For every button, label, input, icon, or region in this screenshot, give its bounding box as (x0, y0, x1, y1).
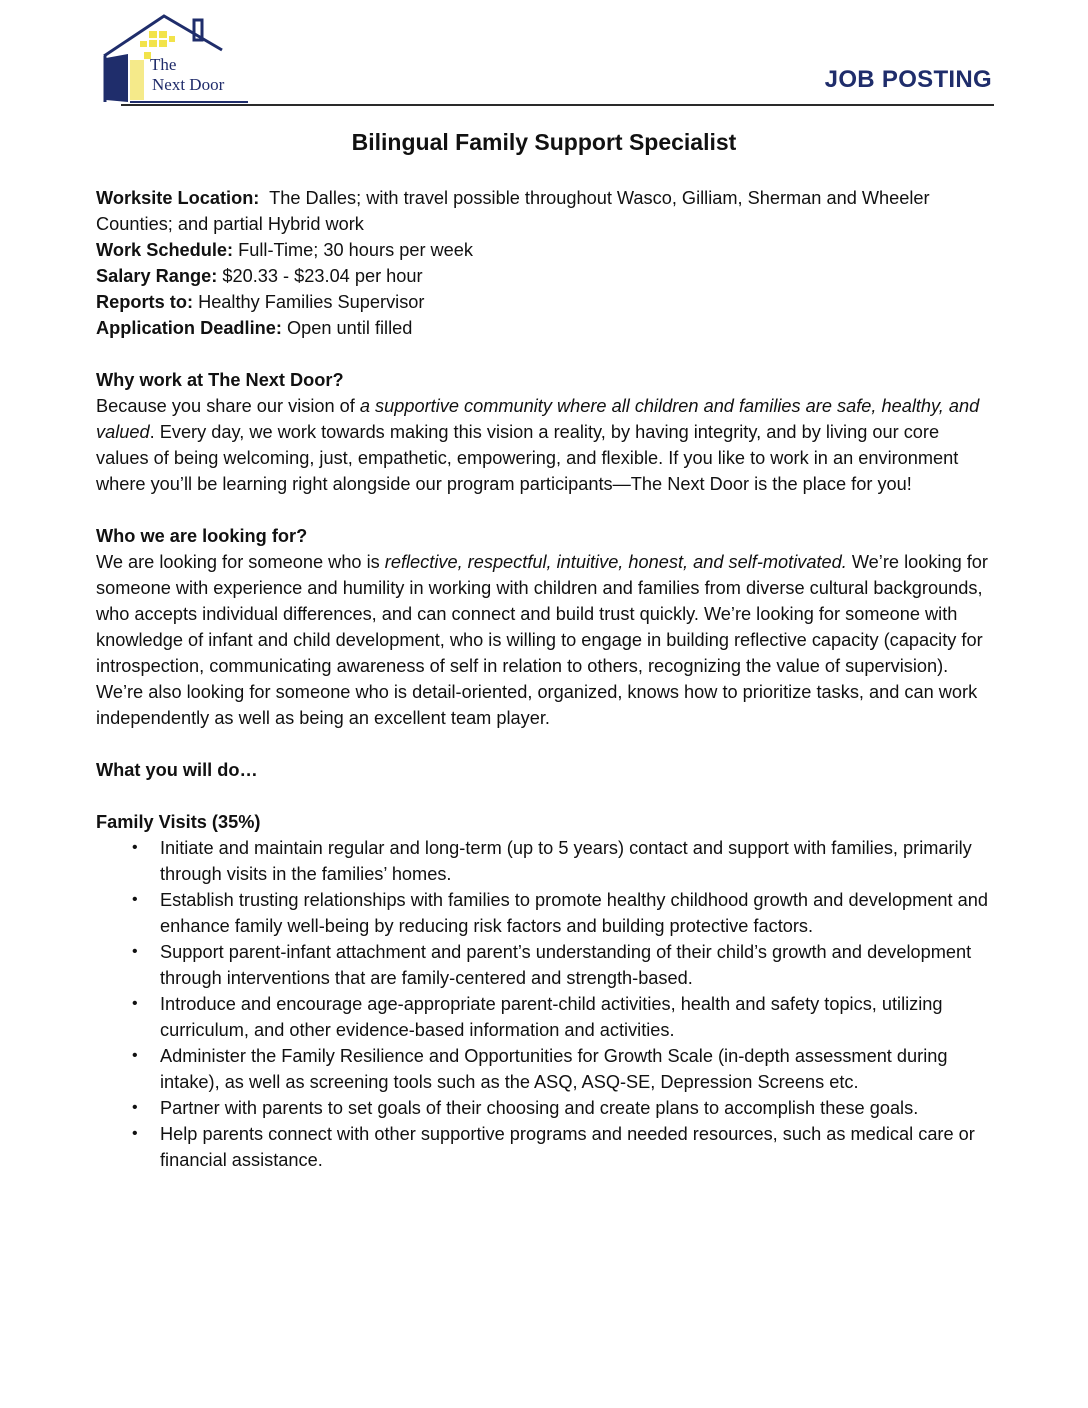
spacer (96, 783, 996, 809)
bullet-icon: • (132, 1099, 138, 1116)
family-visits-section (96, 809, 996, 1173)
bullet-icon: • (132, 891, 138, 908)
reports-to-value: Healthy Families Supervisor (198, 292, 425, 312)
bullet-icon: • (132, 1047, 138, 1064)
duty-text: Initiate and maintain regular and long-term (up to 5 years) contact and support with families, primarily through visits in the families’ homes. (160, 838, 972, 884)
who-text-end: We’re looking for someone with experience and humility in working with children and families from diverse cultural backgrounds, who accepts individual differences, and can connect and build trust quickly. We’re looking for someone with knowledge of infant and child development, who is willing to engage in building reflective capacity (capacity for introspection, communicating awareness of self in relation to others, recognizing the value of supervision). We’re also looking for someone who is detail-oriented, organized, knows how to prioritize tasks, and can work independently as well as being an excellent team player. (96, 552, 988, 728)
application-deadline-value: Open until filled (287, 318, 413, 338)
logo-wordmark (150, 55, 224, 95)
vision-statement: a supportive community where all children and families are safe, healthy, and valued (96, 396, 980, 442)
bullet-icon: • (132, 943, 138, 960)
list-item (96, 1121, 996, 1173)
worksite-location-label: Worksite Location: (96, 188, 260, 208)
reports-to (96, 289, 996, 315)
bullet-icon: • (132, 839, 138, 856)
why-heading: Why work at The Next Door? (96, 370, 344, 390)
why-text-end: . Every day, we work towards making this vision a reality, by having integrity, and by living our core values of being welcoming, just, empathetic, empowering, and flexible. If you like to work in an environment where you’ll be learning right alongside our program participants—The Next Door is the place for you! (96, 422, 959, 494)
list-item (96, 887, 996, 939)
why-paragraph (96, 393, 996, 497)
qualities-list: reflective, respectful, intuitive, honest, and self-motivated. (384, 552, 847, 572)
list-item (96, 835, 996, 887)
job-details (96, 185, 996, 341)
bullet-icon: • (132, 1125, 138, 1142)
who-heading: Who we are looking for? (96, 526, 308, 546)
spacer (96, 341, 996, 367)
work-schedule-value: Full-Time; 30 hours per week (238, 240, 474, 260)
family-visits-heading: Family Visits (35%) (96, 812, 261, 832)
family-visits-list (96, 835, 996, 1173)
what-heading: What you will do… (96, 760, 258, 780)
application-deadline-label: Application Deadline: (96, 318, 282, 338)
why-section (96, 367, 996, 497)
spacer (96, 731, 996, 757)
who-paragraph (96, 549, 996, 731)
list-item (96, 939, 996, 991)
who-section (96, 523, 996, 731)
logo-line-2: Next Door (152, 75, 225, 94)
worksite-location-value: The Dalles; with travel possible throughout Wasco, Gilliam, Sherman and Wheeler Counties; and partial Hybrid work (96, 188, 930, 234)
header-divider (121, 104, 994, 106)
duty-text: Establish trusting relationships with families to promote healthy childhood growth and development and enhance family well-being by reducing risk factors and building protective factors. (160, 890, 989, 936)
duty-text: Partner with parents to set goals of their choosing and create plans to accomplish these goals. (160, 1098, 919, 1118)
salary-range (96, 263, 996, 289)
list-item (96, 991, 996, 1043)
logo-line-1: The (150, 55, 177, 74)
application-deadline (96, 315, 996, 341)
salary-range-label: Salary Range: (96, 266, 218, 286)
worksite-location (96, 185, 996, 237)
who-text-start: We are looking for someone who is (96, 552, 385, 572)
page-title: Bilingual Family Support Specialist (351, 129, 737, 155)
salary-range-value: $20.33 - $23.04 per hour (222, 266, 423, 286)
job-posting-label: JOB POSTING (824, 66, 992, 93)
duty-text: Introduce and encourage age-appropriate parent-child activities, health and safety topics, utilizing curriculum, and other evidence-based information and activities. (160, 994, 943, 1040)
list-item (96, 1095, 996, 1121)
spacer (96, 497, 996, 523)
duty-text: Support parent-infant attachment and parent’s understanding of their child’s growth and development through interventions that are family-centered and strength-based. (160, 942, 972, 988)
list-item (96, 1043, 996, 1095)
work-schedule (96, 237, 996, 263)
document-body (96, 185, 996, 1173)
why-text-start: Because you share our vision of (96, 396, 360, 416)
bullet-icon: • (132, 995, 138, 1012)
duty-text: Help parents connect with other supportive programs and needed resources, such as medical care or financial assistance. (160, 1124, 975, 1170)
duty-text: Administer the Family Resilience and Opportunities for Growth Scale (in-depth assessment during intake), as well as screening tools such as the ASQ, ASQ-SE, Depression Screens etc. (160, 1046, 948, 1092)
reports-to-label: Reports to: (96, 292, 193, 312)
work-schedule-label: Work Schedule: (96, 240, 234, 260)
